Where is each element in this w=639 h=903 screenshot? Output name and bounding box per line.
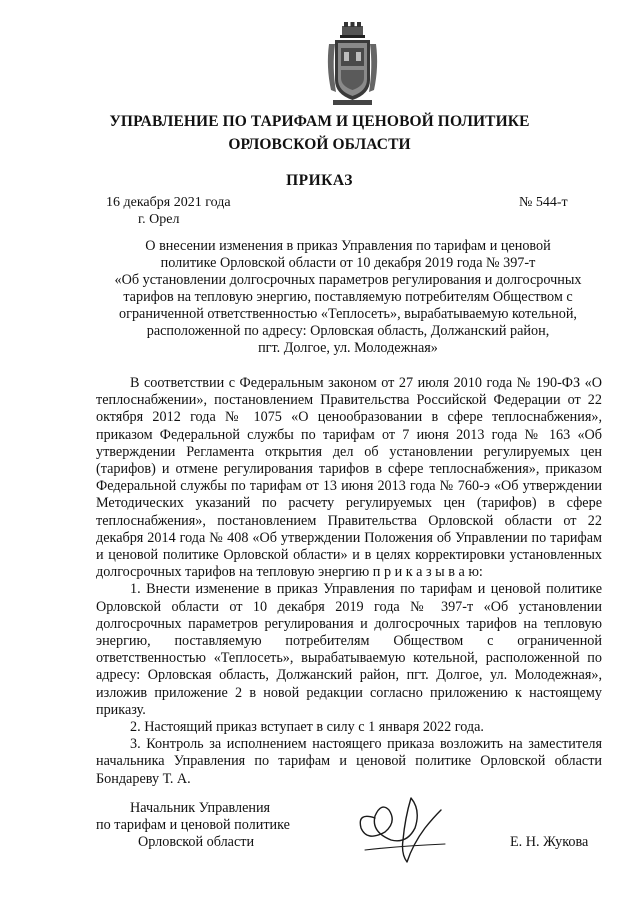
subject-line: ограниченной ответственностью «Теплосеть», вырабатываемую котельной, — [119, 306, 577, 322]
document-body — [96, 375, 602, 788]
document-subject — [92, 238, 604, 357]
document-number: № 544-т — [519, 195, 568, 210]
subject-line: политике Орловской области от 10 декабря 2019 года № 397-т — [160, 255, 536, 271]
signatory-title-line3: Орловской области — [138, 834, 255, 850]
subject-line: О внесении изменения в приказ Управления по тарифам и ценовой — [145, 238, 551, 254]
order-item-3: 3. Контроль за исполнением настоящего приказа возложить на заместителя начальника Управления по тарифам и ценовой политике Орловской области Бондареву Т. А. — [96, 736, 602, 787]
subject-line: расположенной по адресу: Орловская область, Должанский район, — [146, 323, 550, 339]
signatory-name: Е. Н. Жукова — [510, 834, 589, 850]
coat-of-arms-icon — [325, 22, 380, 108]
organization-name-line1: УПРАВЛЕНИЕ ПО ТАРИФАМ И ЦЕНОВОЙ ПОЛИТИКЕ — [109, 113, 530, 130]
subject-line: тарифов на тепловую энергию, поставляемую потребителям Обществом с — [123, 289, 573, 305]
signatory-title-line1: Начальник Управления — [130, 800, 271, 816]
document-city: г. Орел — [138, 212, 180, 227]
document-type: ПРИКАЗ — [286, 172, 353, 189]
subject-line: пгт. Долгое, ул. Молодежная» — [258, 340, 438, 356]
handwritten-signature-icon — [345, 788, 455, 866]
order-item-2: 2. Настоящий приказ вступает в силу с 1 января 2022 года. — [130, 719, 484, 736]
document-date: 16 декабря 2021 года — [106, 195, 231, 210]
order-item-1: 1. Внести изменение в приказ Управления по тарифам и ценовой политике Орловской области от 10 декабря 2019 года № 397-т «Об установлении долгосрочных параметров регулирования и долгосрочных тарифов на тепловую энергию, поставляемую потребителям Обществом с ограниченной ответственностью «Теплосеть», вырабатываемую котельной, расположенной по адресу: Орловская область, Должанский район, пгт. Долгое, ул. Молодежная», изложив приложение 2 в новой редакции согласно приложению к настоящему приказу. — [96, 581, 602, 718]
subject-line: «Об установлении долгосрочных параметров регулирования и долгосрочных — [114, 272, 582, 288]
organization-name-line2: ОРЛОВСКОЙ ОБЛАСТИ — [228, 136, 411, 153]
preamble-paragraph: В соответствии с Федеральным законом от 27 июля 2010 года № 190-ФЗ «О теплоснабжении», постановлением Правительства Российской Федерации от 22 октября 2012 года № 1075 «О ценообразовании в сфере теплоснабжения», приказом Федеральной службы по тарифам от 7 июня 2013 года № 163 «Об утверждении Регламента открытия дел об установлении регулируемых цен (тарифов) и отмене регулирования тарифов в сфере теплоснабжения», приказом Федеральной службы по тарифам от 13 июня 2013 года № 760-э «Об утверждении Методических указаний по расчету регулируемых цен (тарифов) в сфере теплоснабжения», постановлением Правительства Орловской области от 22 декабря 2014 года № 408 «Об утверждении Положения об Управлении по тарифам и ценовой политике Орловской области» и в целях корректировки установленных долгосрочных тарифов на тепловую энергию п р и к а з ы в а ю: — [96, 375, 602, 581]
signatory-title-line2: по тарифам и ценовой политике — [96, 817, 290, 833]
